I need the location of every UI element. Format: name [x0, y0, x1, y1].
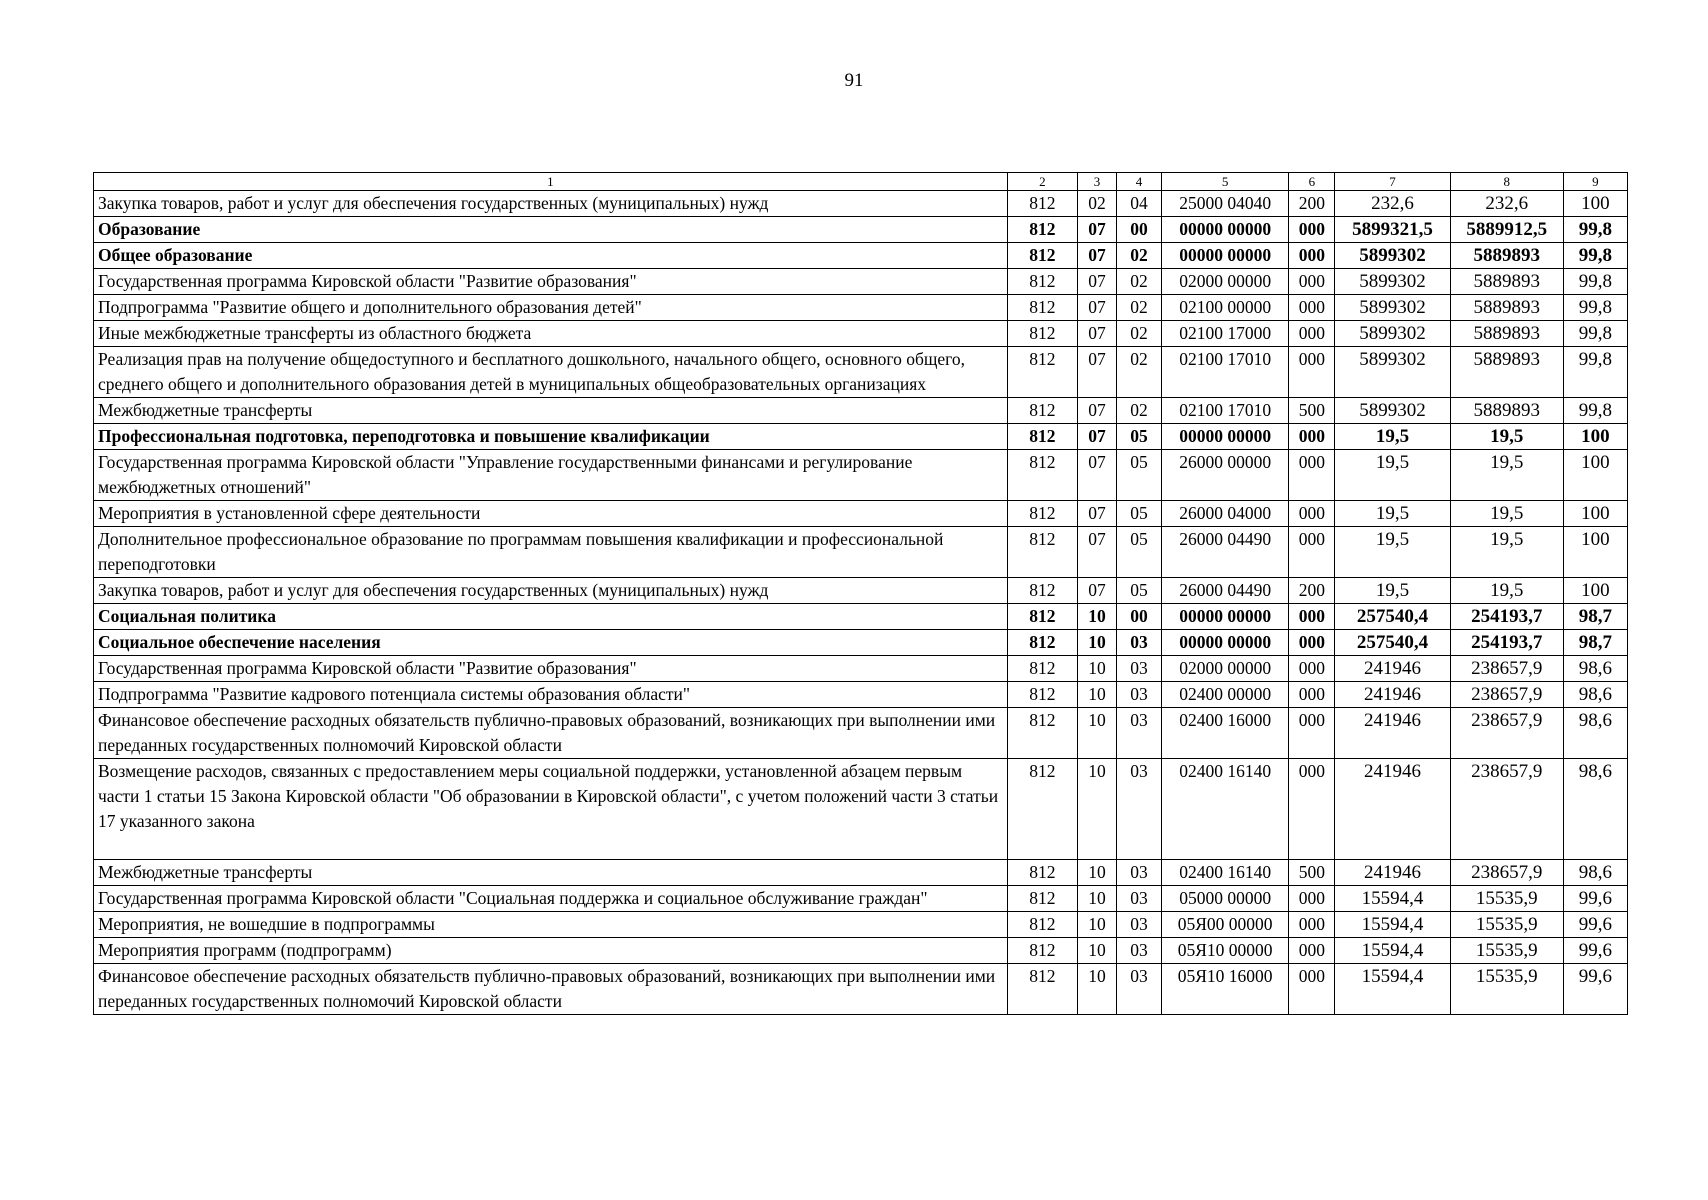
cell-item-name: Межбюджетные трансферты: [94, 398, 1008, 424]
cell-subsection-code: 03: [1116, 630, 1161, 656]
cell-target-article: 00000 00000: [1162, 630, 1289, 656]
cell-target-article: 02400 16140: [1162, 860, 1289, 886]
cell-executed-amount: 19,5: [1450, 578, 1563, 604]
cell-executed-amount: 5889912,5: [1450, 217, 1563, 243]
cell-subsection-code: 03: [1116, 708, 1161, 759]
table-row: [94, 578, 1628, 604]
cell-item-name: Профессиональная подготовка, переподготовка и повышение квалификации: [94, 424, 1008, 450]
cell-execution-percent: 99,8: [1563, 398, 1627, 424]
cell-item-name: Подпрограмма "Развитие общего и дополнительного образования детей": [94, 295, 1008, 321]
cell-expense-type: 000: [1289, 759, 1335, 860]
cell-item-name: Возмещение расходов, связанных с предоставлением меры социальной поддержки, установленной абзацем первым части 1 статьи 15 Закона Кировской области "Об образовании в Кировской области", с учетом положений части 3 статьи 17 указанного закона: [94, 759, 1008, 860]
cell-expense-type: 000: [1289, 424, 1335, 450]
cell-subsection-code: 03: [1116, 759, 1161, 860]
cell-planned-amount: 19,5: [1335, 424, 1450, 450]
cell-executed-amount: 238657,9: [1450, 656, 1563, 682]
cell-execution-percent: 100: [1563, 501, 1627, 527]
cell-execution-percent: 98,6: [1563, 708, 1627, 759]
cell-expense-type: 000: [1289, 347, 1335, 398]
cell-planned-amount: 241946: [1335, 860, 1450, 886]
cell-execution-percent: 98,6: [1563, 860, 1627, 886]
cell-item-name: Образование: [94, 217, 1008, 243]
cell-item-name: Государственная программа Кировской области "Социальная поддержка и социальное обслуживание граждан": [94, 886, 1008, 912]
cell-execution-percent: 98,6: [1563, 759, 1627, 860]
cell-target-article: 00000 00000: [1162, 243, 1289, 269]
cell-expense-type: 000: [1289, 501, 1335, 527]
cell-target-article: 26000 04490: [1162, 527, 1289, 578]
cell-planned-amount: 19,5: [1335, 578, 1450, 604]
cell-section-code: 10: [1077, 682, 1116, 708]
cell-execution-percent: 99,8: [1563, 321, 1627, 347]
cell-executed-amount: 5889893: [1450, 321, 1563, 347]
cell-planned-amount: 241946: [1335, 656, 1450, 682]
cell-expense-type: 000: [1289, 604, 1335, 630]
cell-section-code: 07: [1077, 398, 1116, 424]
cell-expense-type: 000: [1289, 527, 1335, 578]
cell-execution-percent: 99,8: [1563, 243, 1627, 269]
cell-execution-percent: 99,8: [1563, 217, 1627, 243]
cell-item-name: Социальная политика: [94, 604, 1008, 630]
cell-subsection-code: 02: [1116, 321, 1161, 347]
cell-section-code: 10: [1077, 886, 1116, 912]
cell-admin-code: 812: [1007, 191, 1077, 217]
cell-item-name: Межбюджетные трансферты: [94, 860, 1008, 886]
cell-planned-amount: 232,6: [1335, 191, 1450, 217]
cell-subsection-code: 03: [1116, 656, 1161, 682]
cell-admin-code: 812: [1007, 295, 1077, 321]
cell-executed-amount: 19,5: [1450, 450, 1563, 501]
cell-section-code: 10: [1077, 604, 1116, 630]
cell-section-code: 10: [1077, 860, 1116, 886]
table-row: [94, 243, 1628, 269]
cell-executed-amount: 19,5: [1450, 527, 1563, 578]
cell-target-article: 00000 00000: [1162, 424, 1289, 450]
cell-planned-amount: 15594,4: [1335, 886, 1450, 912]
cell-planned-amount: 19,5: [1335, 527, 1450, 578]
cell-section-code: 10: [1077, 656, 1116, 682]
cell-item-name: Финансовое обеспечение расходных обязательств публично-правовых образований, возникающих при выполнении ими переданных государственных полномочий Кировской области: [94, 964, 1008, 1015]
cell-planned-amount: 5899302: [1335, 295, 1450, 321]
cell-admin-code: 812: [1007, 604, 1077, 630]
cell-target-article: 02000 00000: [1162, 656, 1289, 682]
cell-admin-code: 812: [1007, 656, 1077, 682]
cell-expense-type: 000: [1289, 912, 1335, 938]
cell-expense-type: 500: [1289, 860, 1335, 886]
cell-admin-code: 812: [1007, 450, 1077, 501]
cell-expense-type: 000: [1289, 656, 1335, 682]
cell-executed-amount: 254193,7: [1450, 630, 1563, 656]
cell-subsection-code: 02: [1116, 347, 1161, 398]
cell-planned-amount: 15594,4: [1335, 964, 1450, 1015]
cell-planned-amount: 241946: [1335, 759, 1450, 860]
cell-expense-type: 000: [1289, 682, 1335, 708]
cell-executed-amount: 5889893: [1450, 295, 1563, 321]
cell-admin-code: 812: [1007, 398, 1077, 424]
table-row: [94, 321, 1628, 347]
cell-admin-code: 812: [1007, 424, 1077, 450]
cell-section-code: 07: [1077, 243, 1116, 269]
cell-expense-type: 000: [1289, 450, 1335, 501]
cell-item-name: Государственная программа Кировской области "Развитие образования": [94, 656, 1008, 682]
cell-item-name: Общее образование: [94, 243, 1008, 269]
cell-execution-percent: 99,8: [1563, 295, 1627, 321]
cell-admin-code: 812: [1007, 578, 1077, 604]
cell-execution-percent: 100: [1563, 578, 1627, 604]
cell-target-article: 02400 16140: [1162, 759, 1289, 860]
cell-expense-type: 200: [1289, 191, 1335, 217]
cell-executed-amount: 238657,9: [1450, 860, 1563, 886]
cell-admin-code: 812: [1007, 347, 1077, 398]
cell-target-article: 05Я10 16000: [1162, 964, 1289, 1015]
cell-expense-type: 000: [1289, 321, 1335, 347]
cell-section-code: 02: [1077, 191, 1116, 217]
cell-subsection-code: 02: [1116, 269, 1161, 295]
cell-admin-code: 812: [1007, 759, 1077, 860]
cell-planned-amount: 19,5: [1335, 501, 1450, 527]
table-row: [94, 347, 1628, 398]
cell-executed-amount: 5889893: [1450, 269, 1563, 295]
cell-planned-amount: 5899302: [1335, 321, 1450, 347]
cell-expense-type: 000: [1289, 964, 1335, 1015]
cell-subsection-code: 02: [1116, 243, 1161, 269]
cell-expense-type: 500: [1289, 398, 1335, 424]
cell-target-article: 02100 17000: [1162, 321, 1289, 347]
cell-executed-amount: 238657,9: [1450, 682, 1563, 708]
cell-subsection-code: 04: [1116, 191, 1161, 217]
header-col-8: 8: [1450, 173, 1563, 191]
header-col-3: 3: [1077, 173, 1116, 191]
table-row: [94, 217, 1628, 243]
cell-planned-amount: 257540,4: [1335, 604, 1450, 630]
cell-executed-amount: 238657,9: [1450, 759, 1563, 860]
cell-subsection-code: 02: [1116, 398, 1161, 424]
cell-target-article: 25000 04040: [1162, 191, 1289, 217]
cell-target-article: 26000 04000: [1162, 501, 1289, 527]
cell-expense-type: 000: [1289, 630, 1335, 656]
cell-subsection-code: 05: [1116, 501, 1161, 527]
cell-item-name: Финансовое обеспечение расходных обязательств публично-правовых образований, возникающих при выполнении ими переданных государственных полномочий Кировской области: [94, 708, 1008, 759]
cell-subsection-code: 05: [1116, 424, 1161, 450]
table-row: [94, 501, 1628, 527]
cell-target-article: 05000 00000: [1162, 886, 1289, 912]
cell-section-code: 10: [1077, 938, 1116, 964]
cell-expense-type: 000: [1289, 708, 1335, 759]
cell-executed-amount: 15535,9: [1450, 886, 1563, 912]
cell-section-code: 10: [1077, 912, 1116, 938]
cell-item-name: Социальное обеспечение населения: [94, 630, 1008, 656]
cell-admin-code: 812: [1007, 912, 1077, 938]
table-row: [94, 424, 1628, 450]
cell-target-article: 02100 17010: [1162, 398, 1289, 424]
cell-executed-amount: 15535,9: [1450, 912, 1563, 938]
cell-expense-type: 000: [1289, 938, 1335, 964]
cell-planned-amount: 257540,4: [1335, 630, 1450, 656]
table-row: [94, 656, 1628, 682]
cell-target-article: 02100 17010: [1162, 347, 1289, 398]
cell-admin-code: 812: [1007, 708, 1077, 759]
cell-planned-amount: 5899302: [1335, 398, 1450, 424]
table-row: [94, 295, 1628, 321]
header-col-6: 6: [1289, 173, 1335, 191]
cell-section-code: 10: [1077, 759, 1116, 860]
cell-execution-percent: 99,6: [1563, 886, 1627, 912]
table-row: [94, 938, 1628, 964]
cell-admin-code: 812: [1007, 269, 1077, 295]
cell-planned-amount: 15594,4: [1335, 938, 1450, 964]
table-row: [94, 269, 1628, 295]
cell-planned-amount: 19,5: [1335, 450, 1450, 501]
cell-section-code: 07: [1077, 527, 1116, 578]
table-row: [94, 604, 1628, 630]
cell-section-code: 07: [1077, 217, 1116, 243]
cell-execution-percent: 99,8: [1563, 347, 1627, 398]
budget-table: [93, 172, 1628, 1015]
cell-target-article: 05Я10 00000: [1162, 938, 1289, 964]
cell-execution-percent: 98,7: [1563, 630, 1627, 656]
page-number: 91: [844, 70, 864, 91]
cell-section-code: 07: [1077, 450, 1116, 501]
cell-admin-code: 812: [1007, 860, 1077, 886]
cell-admin-code: 812: [1007, 217, 1077, 243]
cell-executed-amount: 238657,9: [1450, 708, 1563, 759]
cell-execution-percent: 99,6: [1563, 964, 1627, 1015]
cell-execution-percent: 100: [1563, 527, 1627, 578]
cell-executed-amount: 5889893: [1450, 347, 1563, 398]
header-row: [94, 173, 1628, 191]
cell-admin-code: 812: [1007, 964, 1077, 1015]
cell-expense-type: 000: [1289, 217, 1335, 243]
cell-target-article: 00000 00000: [1162, 217, 1289, 243]
table-row: [94, 886, 1628, 912]
cell-expense-type: 000: [1289, 886, 1335, 912]
cell-item-name: Закупка товаров, работ и услуг для обеспечения государственных (муниципальных) нужд: [94, 578, 1008, 604]
cell-item-name: Реализация прав на получение общедоступного и бесплатного дошкольного, начального общего, основного общего, среднего общего и дополнительного образования детей в муниципальных общеобразовательных организациях: [94, 347, 1008, 398]
cell-subsection-code: 05: [1116, 527, 1161, 578]
cell-admin-code: 812: [1007, 321, 1077, 347]
cell-subsection-code: 03: [1116, 860, 1161, 886]
cell-subsection-code: 03: [1116, 912, 1161, 938]
cell-admin-code: 812: [1007, 630, 1077, 656]
header-col-4: 4: [1116, 173, 1161, 191]
cell-planned-amount: 15594,4: [1335, 912, 1450, 938]
cell-section-code: 07: [1077, 578, 1116, 604]
cell-execution-percent: 99,6: [1563, 938, 1627, 964]
cell-item-name: Дополнительное профессиональное образование по программам повышения квалификации и профессиональной переподготовки: [94, 527, 1008, 578]
cell-section-code: 07: [1077, 501, 1116, 527]
table-row: [94, 450, 1628, 501]
cell-planned-amount: 5899302: [1335, 347, 1450, 398]
table-row: [94, 398, 1628, 424]
cell-execution-percent: 100: [1563, 424, 1627, 450]
cell-target-article: 26000 04490: [1162, 578, 1289, 604]
cell-subsection-code: 00: [1116, 604, 1161, 630]
cell-planned-amount: 241946: [1335, 708, 1450, 759]
cell-subsection-code: 03: [1116, 964, 1161, 1015]
cell-item-name: Подпрограмма "Развитие кадрового потенциала системы образования области": [94, 682, 1008, 708]
table-row: [94, 630, 1628, 656]
cell-target-article: 00000 00000: [1162, 604, 1289, 630]
table-row: [94, 527, 1628, 578]
header-col-9: 9: [1563, 173, 1627, 191]
cell-executed-amount: 15535,9: [1450, 964, 1563, 1015]
cell-executed-amount: 5889893: [1450, 398, 1563, 424]
cell-target-article: 02100 00000: [1162, 295, 1289, 321]
cell-item-name: Мероприятия в установленной сфере деятельности: [94, 501, 1008, 527]
cell-subsection-code: 03: [1116, 886, 1161, 912]
cell-expense-type: 000: [1289, 243, 1335, 269]
cell-planned-amount: 5899321,5: [1335, 217, 1450, 243]
cell-subsection-code: 02: [1116, 295, 1161, 321]
table-row: [94, 964, 1628, 1015]
table-row: [94, 912, 1628, 938]
cell-executed-amount: 15535,9: [1450, 938, 1563, 964]
cell-executed-amount: 232,6: [1450, 191, 1563, 217]
cell-target-article: 02000 00000: [1162, 269, 1289, 295]
cell-execution-percent: 100: [1563, 450, 1627, 501]
cell-target-article: 02400 16000: [1162, 708, 1289, 759]
cell-subsection-code: 03: [1116, 938, 1161, 964]
header-col-1: 1: [94, 173, 1008, 191]
cell-planned-amount: 241946: [1335, 682, 1450, 708]
cell-section-code: 07: [1077, 347, 1116, 398]
cell-execution-percent: 100: [1563, 191, 1627, 217]
table-row: [94, 191, 1628, 217]
cell-executed-amount: 254193,7: [1450, 604, 1563, 630]
cell-admin-code: 812: [1007, 243, 1077, 269]
header-col-5: 5: [1162, 173, 1289, 191]
cell-expense-type: 200: [1289, 578, 1335, 604]
cell-target-article: 02400 00000: [1162, 682, 1289, 708]
cell-subsection-code: 03: [1116, 682, 1161, 708]
cell-execution-percent: 98,7: [1563, 604, 1627, 630]
cell-subsection-code: 05: [1116, 578, 1161, 604]
header-col-7: 7: [1335, 173, 1450, 191]
cell-admin-code: 812: [1007, 527, 1077, 578]
cell-admin-code: 812: [1007, 501, 1077, 527]
cell-planned-amount: 5899302: [1335, 243, 1450, 269]
header-col-2: 2: [1007, 173, 1077, 191]
cell-section-code: 10: [1077, 708, 1116, 759]
cell-subsection-code: 00: [1116, 217, 1161, 243]
cell-execution-percent: 99,6: [1563, 912, 1627, 938]
cell-admin-code: 812: [1007, 938, 1077, 964]
cell-executed-amount: 19,5: [1450, 501, 1563, 527]
cell-item-name: Государственная программа Кировской области "Развитие образования": [94, 269, 1008, 295]
cell-target-article: 05Я00 00000: [1162, 912, 1289, 938]
cell-section-code: 10: [1077, 630, 1116, 656]
cell-execution-percent: 98,6: [1563, 682, 1627, 708]
cell-section-code: 07: [1077, 269, 1116, 295]
cell-target-article: 26000 00000: [1162, 450, 1289, 501]
cell-section-code: 07: [1077, 424, 1116, 450]
cell-item-name: Иные межбюджетные трансферты из областного бюджета: [94, 321, 1008, 347]
cell-admin-code: 812: [1007, 886, 1077, 912]
cell-subsection-code: 05: [1116, 450, 1161, 501]
cell-section-code: 10: [1077, 964, 1116, 1015]
cell-section-code: 07: [1077, 321, 1116, 347]
cell-executed-amount: 5889893: [1450, 243, 1563, 269]
cell-admin-code: 812: [1007, 682, 1077, 708]
cell-item-name: Закупка товаров, работ и услуг для обеспечения государственных (муниципальных) нужд: [94, 191, 1008, 217]
table-row: [94, 708, 1628, 759]
cell-expense-type: 000: [1289, 295, 1335, 321]
table-row: [94, 860, 1628, 886]
cell-section-code: 07: [1077, 295, 1116, 321]
cell-executed-amount: 19,5: [1450, 424, 1563, 450]
cell-planned-amount: 5899302: [1335, 269, 1450, 295]
cell-expense-type: 000: [1289, 269, 1335, 295]
table-row: [94, 682, 1628, 708]
cell-item-name: Государственная программа Кировской области "Управление государственными финансами и регулирование межбюджетных отношений": [94, 450, 1008, 501]
table-row: [94, 759, 1628, 860]
cell-item-name: Мероприятия, не вошедшие в подпрограммы: [94, 912, 1008, 938]
cell-item-name: Мероприятия программ (подпрограмм): [94, 938, 1008, 964]
cell-execution-percent: 98,6: [1563, 656, 1627, 682]
cell-execution-percent: 99,8: [1563, 269, 1627, 295]
